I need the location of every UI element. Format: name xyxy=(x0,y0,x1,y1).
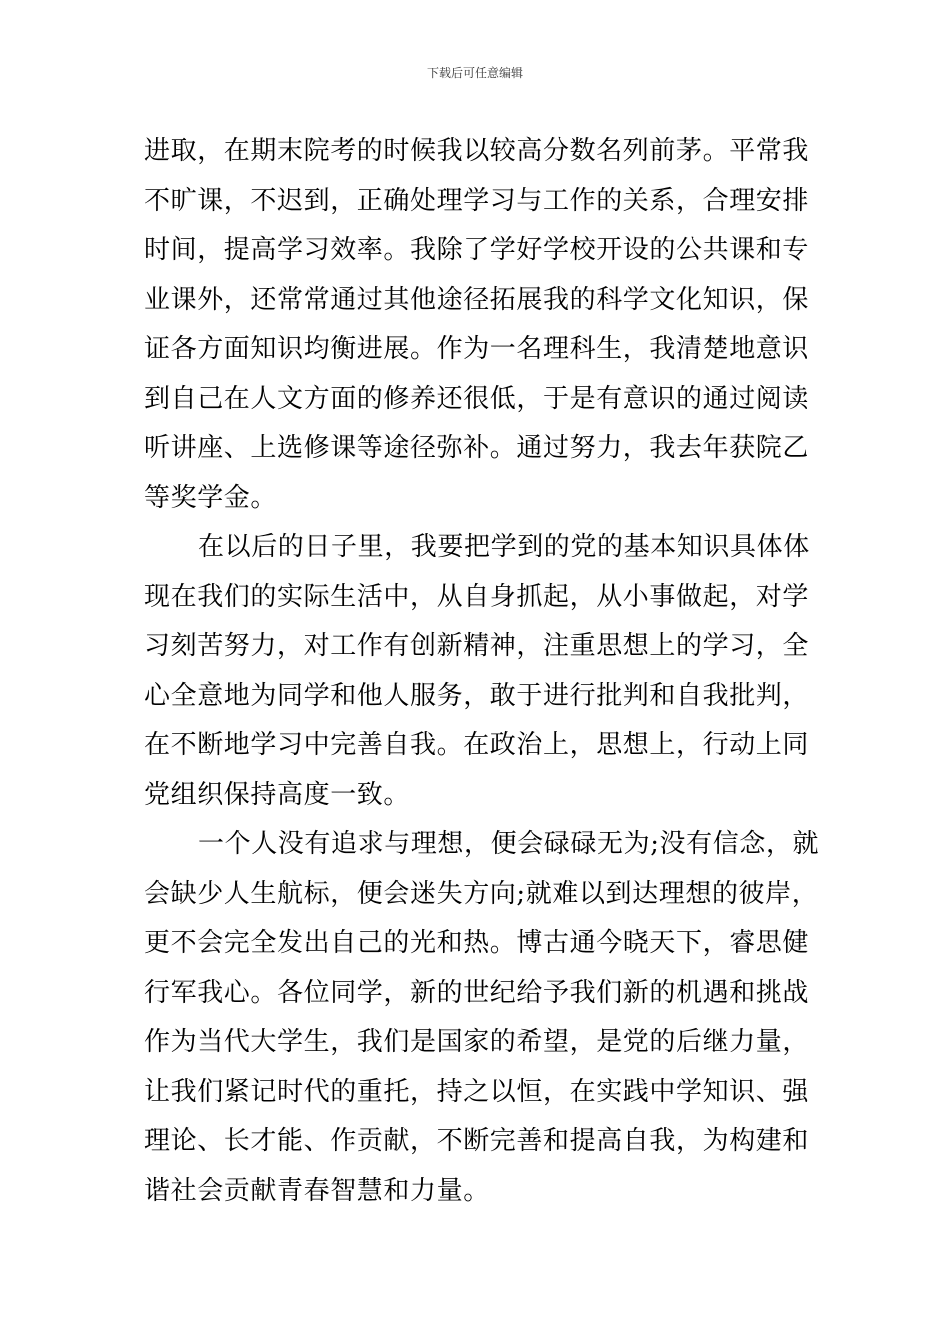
paragraph-3-line: 理论、长才能、作贡献，不断完善和提高自我，为构建和 xyxy=(144,1126,810,1156)
paragraph-2-line: 在以后的日子里，我要把学到的党的基本知识具体体 xyxy=(198,532,810,562)
paragraph-1-line: 业课外，还常常通过其他途径拓展我的科学文化知识，保 xyxy=(144,284,810,315)
paragraph-1-line: 等奖学金。 xyxy=(144,482,278,513)
page-header-note: 下载后可任意编辑 xyxy=(426,66,523,80)
paragraph-1-line: 证各方面知识均衡进展。作为一名理科生，我清楚地意识 xyxy=(144,334,810,364)
paragraph-3-line: 行军我心。各位同学，新的世纪给予我们新的机遇和挑战 xyxy=(144,977,810,1008)
paragraph-2-line: 心全意地为同学和他人服务，敢于进行批判和自我批判， xyxy=(144,680,810,711)
paragraph-3-line: 会缺少人生航标，便会迷失方向;就难以到达理想的彼岸， xyxy=(144,878,819,909)
paragraph-1-line: 时间，提高学习效率。我除了学好学校开设的公共课和专 xyxy=(144,235,810,265)
document-body xyxy=(144,127,820,1216)
paragraph-2-line: 习刻苦努力，对工作有创新精神，注重思想上的学习，全 xyxy=(144,631,810,661)
paragraph-1-line: 到自己在人文方面的修养还很低，于是有意识的通过阅读 xyxy=(144,383,810,414)
paragraph-1-line: 不旷课，不迟到，正确处理学习与工作的关系，合理安排 xyxy=(144,185,810,216)
paragraph-2-line: 在不断地学习中完善自我。在政治上，思想上，行动上同 xyxy=(144,730,810,760)
paragraph-3-line: 更不会完全发出自己的光和热。博古通今晓天下，睿思健 xyxy=(144,928,810,958)
paragraph-3-line: 一个人没有追求与理想，便会碌碌无为;没有信念，就 xyxy=(198,829,820,859)
paragraph-2-line: 现在我们的实际生活中，从自身抓起，从小事做起，对学 xyxy=(144,581,810,612)
paragraph-3-line: 谐社会贡献青春智慧和力量。 xyxy=(144,1175,490,1206)
paragraph-1-line: 听讲座、上选修课等途径弥补。通过努力，我去年获院乙 xyxy=(144,433,810,463)
paragraph-3-line: 作为当代大学生，我们是国家的希望，是党的后继力量， xyxy=(144,1027,810,1057)
paragraph-2-line: 党组织保持高度一致。 xyxy=(144,779,411,810)
paragraph-3-line: 让我们紧记时代的重托，持之以恒，在实践中学知识、强 xyxy=(144,1076,810,1107)
paragraph-1-line: 进取，在期末院考的时候我以较高分数名列前茅。平常我 xyxy=(144,136,810,166)
